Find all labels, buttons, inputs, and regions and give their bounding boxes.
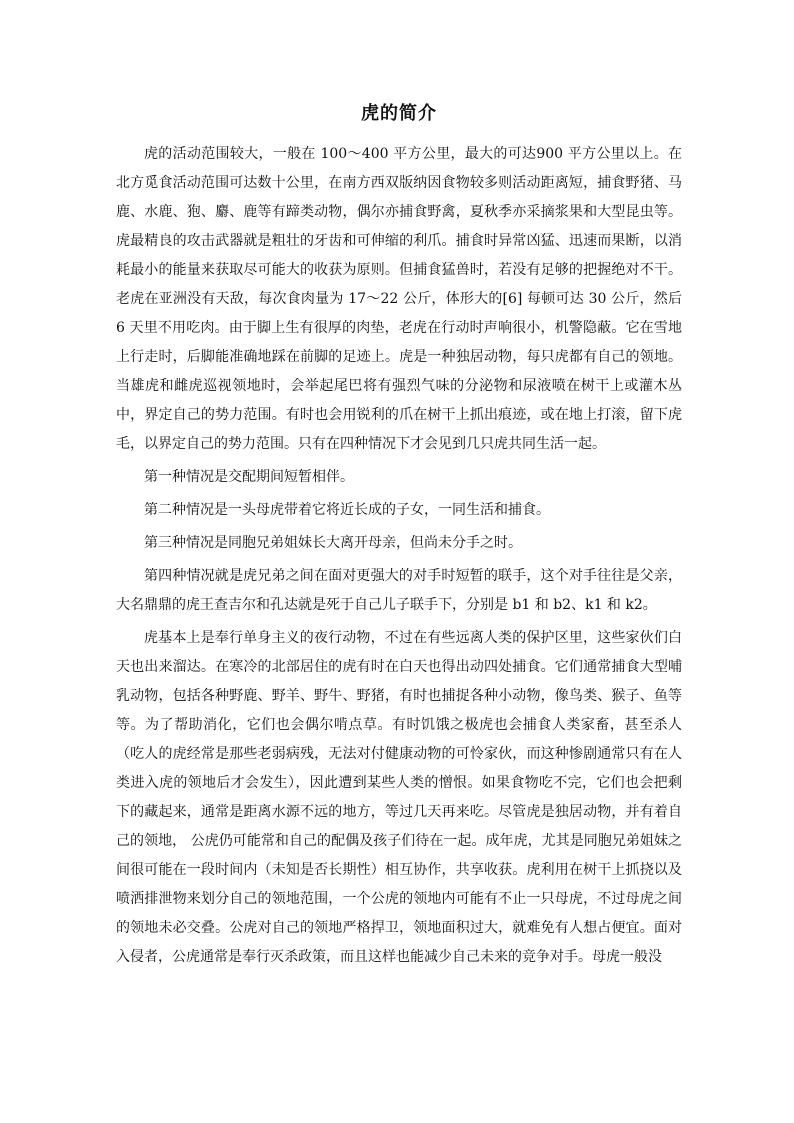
- paragraph-5: 第四种情况就是虎兄弟之间在面对更强大的对手时短暂的联手，这个对手往往是父亲，大名鼎鼎的虎王查吉尔和孔达就是死于自己儿子联手下，分别是 b1 和 b2、k1 和 k2。: [116, 568, 682, 613]
- paragraph-4: 第三种情况是同胞兄弟姐妹长大离开母亲，但尚未分手之时。: [144, 535, 522, 551]
- paragraph-2: 第一种情况是交配期间短暂相伴。: [144, 469, 354, 485]
- paragraph-1: 虎的活动范围较大，一般在 100～400 平方公里，最大的可达900 平方公里以上。在北方觅食活动范围可达数十公里，在南方西双版纳因食物较多则活动距离短，捕食野猪、马鹿、水鹿、狍、麝、鹿等有蹄类动物，偶尔亦捕食野禽，夏秋季亦采摘浆果和大型昆虫等。虎最精良的攻击武器就是粗壮的牙齿和可伸缩的利爪。捕食时异常凶猛、迅速而果断，以消耗最小的能量来获取尽可能大的收获为原则。但捕食猛兽时，若没有足够的把握绝对不干。老虎在亚洲没有天敌，每次食肉量为 17～22 公斤，体形大的[6] 每顿可达 30 公斤，然后 6 天里不用吃肉。由于脚上生有很厚的肉垫，老虎在行动时声响很小，机警隐蔽。它在雪地上行走时，后脚能准确地踩在前脚的足迹上。虎是一种独居动物，每只虎都有自己的领地。当雄虎和雌虎巡视领地时，会举起尾巴将有强烈气味的分泌物和尿液喷在树干上或灌木丛中，界定自己的势力范围。有时也会用锐利的爪在树干上抓出痕迹，或在地上打滚，留下虎毛，以界定自己的势力范围。只有在四种情况下才会见到几只虎共同生活一起。: [116, 146, 682, 452]
- document-title: 虎的简介: [361, 103, 437, 124]
- paragraph-3: 第二种情况是一头母虎带着它将近长成的子女，一同生活和捕食。: [144, 502, 550, 518]
- paragraph-6: 虎基本上是奉行单身主义的夜行动物，不过在有些远离人类的保护区里，这些家伙们白天也出来溜达。在寒冷的北部居住的虎有时在白天也得出动四处捕食。它们通常捕食大型哺乳动物，包括各种野鹿、野羊、野牛、野猪，有时也捕捉各种小动物，像鸟类、猴子、鱼等等。为了帮助消化，它们也会偶尔啃点草。有时饥饿之极虎也会捕食人类家畜，甚至杀人（吃人的虎经常是那些老弱病残，无法对付健康动物的可怜家伙，而这种惨剧通常只有在人类进入虎的领地后才会发生），因此遭到某些人类的憎恨。如果食物吃不完，它们也会把剩下的藏起来，通常是距离水源不远的地方，等过几天再来吃。尽管虎是独居动物，并有着自己的领地， 公虎仍可能常和自己的配偶及孩子们待在一起。成年虎，尤其是同胞兄弟姐妹之间很可能在一段时间内（未知是否长期性）相互协作，共享收获。虎利用在树干上抓挠以及喷洒排泄物来划分自己的领地范围，一个公虎的领地内可能有不止一只母虎，不过母虎之间的领地未必交叠。公虎对自己的领地严格捍卫，领地面积过大，就难免有人想占便宜。面对入侵者，公虎通常是奉行灭杀政策，而且这样也能减少自己未来的竞争对手。母虎一般没: [116, 630, 682, 965]
- document-page: [116, 100, 682, 976]
